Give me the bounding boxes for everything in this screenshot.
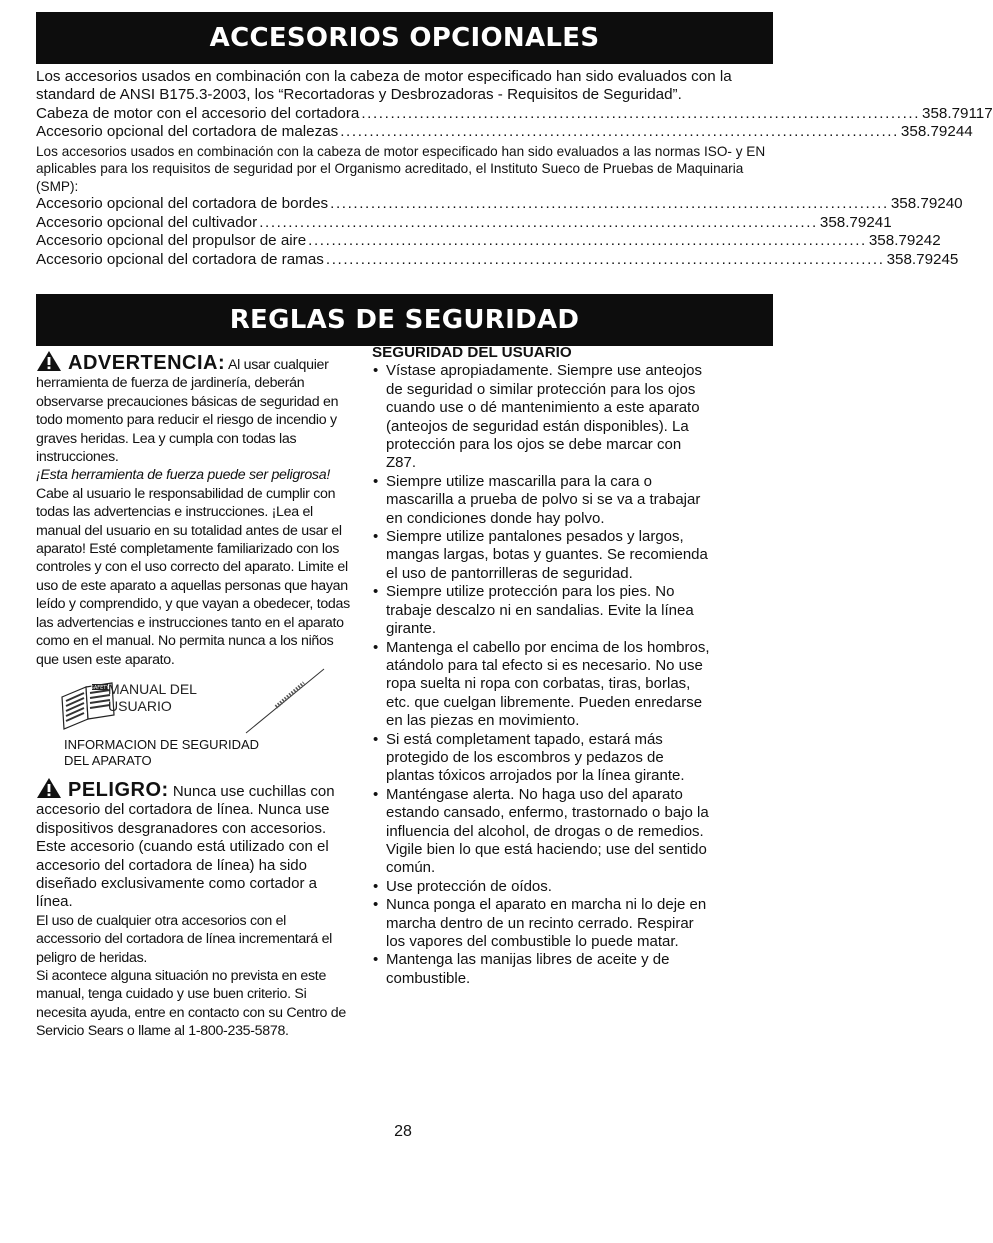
warning-block — [36, 347, 354, 669]
accessories-section — [36, 68, 993, 269]
warning-text-continued: Cabe al usuario le responsabilidad de cumplir con todas las advertencias e instrucciones. ¡Lea el manual del usuario en su totalidad antes de usar el aparato! Esté completamente familiarizado con los controles y con el uso correcto del aparato. Limite el uso de este aparato a aquellas personas que hayan leído y comprendido, y que vayan a obedecer, todas las advertencias e instrucciones tanto en el aparato como en el manual. No permita nunca a los niños que usen este aparato. — [36, 485, 350, 668]
danger-text-3: Si acontece alguna situación no prevista en este manual, tenga cuidado y use buen criterio. Si necesita ayuda, entre en contacto con su Centro de Servicio Sears o llame al 1-800-235-5878. — [36, 967, 346, 1040]
manual-label-line2: USUARIO — [108, 697, 172, 714]
accessory-row — [36, 213, 892, 232]
danger-triangle-icon — [36, 777, 64, 799]
list-item: • Siempre utilize pantalones pesados y largos, mangas largas, botas y guantes. Se recomienda el uso de pantorrilleras de seguridad. — [372, 528, 712, 583]
leader-dots: ................................................................................................ — [330, 195, 889, 213]
list-item: • Vístase apropiadamente. Siempre use anteojos de seguridad o similar protección para los ojos cuando use o dé mantenimiento a este aparato (anteojos de seguridad están disponibles). La protección para los ojos se debe marcar con Z87. — [372, 362, 712, 472]
accessory-label: Accesorio opcional del cortadora de bordes — [36, 195, 329, 213]
warning-title: ADVERTENCIA: — [68, 352, 226, 374]
accessory-row — [36, 123, 973, 141]
accessory-label: Accesorio opcional del propulsor de aire — [36, 232, 307, 250]
manual-label — [108, 681, 197, 715]
safety-info-line1: INFORMACION DE SEGURIDAD — [64, 736, 260, 752]
accessory-part-number: 358.79244 — [900, 123, 973, 141]
list-item: • Siempre utilize protección para los pies. No trabaje descalzo ni en sandalias. Evite la línea girante. — [372, 583, 712, 638]
accessory-row — [36, 195, 963, 213]
list-item: • Si está completament tapado, estará más protegido de los escombros y pedazos de plantas tóxicos arrojados por la línea girante. — [372, 731, 712, 786]
list-item: • Mantenga las manijas libres de aceite y de combustible. — [372, 951, 712, 988]
accessory-part-number: 358.79241 — [819, 213, 892, 231]
accessory-row — [36, 232, 941, 250]
pointer-arrow-icon — [236, 667, 326, 737]
user-safety-title: SEGURIDAD DEL USUARIO — [372, 344, 572, 361]
warning-triangle-icon — [36, 350, 64, 372]
page-number: 28 — [394, 1123, 412, 1140]
section-banner-safety-rules: REGLAS DE SEGURIDAD — [36, 294, 773, 346]
accessories-intro-iso: Los accesorios usados en combinación con la cabeza de motor especificado han sido evaluados a las normas ISO- y EN aplicables para los requisitos de seguridad por el Organismo acreditado, el Instituto Sueco de Pruebas de Maquinaria (SMP): — [36, 143, 766, 194]
book-cover-word: SAFETY — [90, 684, 110, 691]
accessory-part-number: 358.79117 — [922, 104, 993, 122]
user-safety-list — [372, 362, 712, 988]
section-banner-optional-accessories: ACCESORIOS OPCIONALES — [36, 12, 773, 64]
danger-text: Nunca use cuchillas con accesorio del cortadora de línea. Nunca use dispositivos desgranadores con accesorios. Este accesorio (cuando está utilizado con el accesorio del cortadora de línea) ha sido diseñado exclusivamente como cortador a línea. — [36, 782, 335, 911]
danger-title: PELIGRO: — [68, 778, 169, 801]
safety-info-label — [64, 737, 259, 769]
accessory-label: Accesorio opcional del cortadora de malezas — [36, 123, 339, 141]
accessory-row — [36, 250, 959, 269]
accessory-part-number: 358.79242 — [868, 232, 941, 250]
list-item: • Mantenga el cabello por encima de los hombros, atándolo para tal efecto si es necesario. No use ropa suelta ni ropa con corbatas, tiras, borlas, etc. que cuelgan libremente. Pueden enredarse en las piezas en movimiento. — [372, 639, 712, 731]
accessory-part-number: 358.79245 — [886, 250, 959, 268]
list-item: • Nunca ponga el aparato en marcha ni lo deje en marcha dentro de un recinto cerrado. Respirar los vapores del combustible lo puede matar. — [372, 896, 712, 951]
accessory-label: Accesorio opcional del cortadora de ramas — [36, 250, 324, 268]
left-column — [36, 347, 354, 1041]
manual-graphic — [36, 675, 354, 770]
accessory-label: Cabeza de motor con el accesorio del cortadora — [36, 104, 360, 122]
warning-text: Al usar cualquier herramienta de fuerza de jardinería, deberán observarse precauciones básicas de seguridad en todo momento para reducir el riesgo de incendio y graves heridas. Lea y cumpla con todas las instrucciones. — [36, 357, 339, 466]
right-column — [372, 344, 712, 988]
leader-dots: ................................................................................................ — [361, 104, 921, 122]
accessory-label: Accesorio opcional del cultivador — [36, 213, 258, 231]
list-item: • Manténgase alerta. No haga uso del aparato estando cansado, enfermo, trastornado o bajo la influencia del alcohol, de drogas o de remedios. Vigile bien lo que está haciendo; use del sentido común. — [372, 786, 712, 878]
accessory-part-number: 358.79240 — [890, 195, 963, 213]
list-item: • Siempre utilize mascarilla para la cara o mascarilla a prueba de polvo si se va a trabajar en condiciones donde hay polvo. — [372, 473, 712, 528]
leader-dots: ................................................................................................ — [308, 232, 867, 250]
leader-dots: ................................................................................................ — [325, 250, 885, 268]
accessories-intro-ansi: Los accesorios usados en combinación con la cabeza de motor especificado han sido evaluados con la standard de ANSI B175.3-2003, los “Recortadoras y Desbrozadoras - Requisitos de Seguridad”. — [36, 68, 732, 104]
danger-text-2: El uso de cualquier otra accesorios con el accessorio del cortadora de línea incrementará el peligro de heridas. — [36, 912, 333, 966]
manual-label-line1: MANUAL DEL — [108, 680, 197, 697]
accessory-row — [36, 104, 993, 123]
danger-block — [36, 774, 354, 1041]
leader-dots: ................................................................................................ — [340, 123, 899, 141]
leader-dots: ................................................................................................ — [259, 213, 818, 231]
list-item: • Use protección de oídos. — [372, 878, 712, 896]
warning-italic-text: ¡Esta herramienta de fuerza puede ser peligrosa! — [36, 467, 330, 484]
safety-info-line2: DEL APARATO — [64, 752, 152, 768]
